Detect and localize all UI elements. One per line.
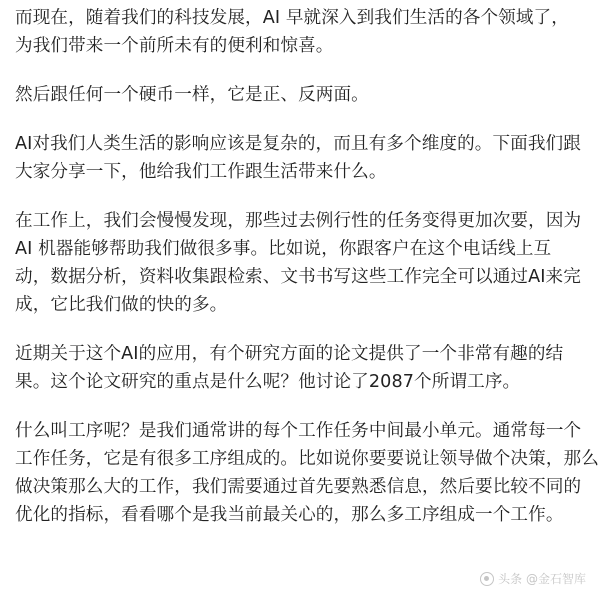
paragraph-5	[15, 340, 587, 396]
paragraph-2	[15, 81, 587, 109]
paragraph-3	[15, 130, 587, 186]
text-line: 工作任务，它是有很多工序组成的。比如说你要要说让领导做个决策，那么	[15, 449, 599, 469]
text-line: 近期关于这个AI的应用，有个研究方面的论文提供了一个非常有趣的结	[15, 344, 564, 364]
watermark-text: 头条 @金石智库	[498, 572, 586, 586]
paragraph-1	[15, 4, 587, 60]
text-line: 为我们带来一个前所未有的便利和惊喜。	[15, 36, 334, 56]
paragraph-6	[15, 417, 599, 529]
text-line: 什么叫工序呢？是我们通常讲的每个工作任务中间最小单元。通常每一个	[15, 421, 582, 441]
paragraph-4	[15, 207, 587, 319]
text-line: AI 机器能够帮助我们做很多事。比如说，你跟客户在这个电话线上互	[15, 239, 552, 259]
text-line: 优化的指标，看看哪个是我当前最关心的，那么多工序组成一个工作。	[15, 505, 564, 525]
watermark	[480, 572, 586, 586]
watermark-logo-icon	[480, 572, 494, 586]
text-line: 大家分享一下，他给我们工作跟生活带来什么。	[15, 162, 387, 182]
text-line: 在工作上，我们会慢慢发现，那些过去例行性的任务变得更加次要，因为	[15, 211, 582, 231]
text-line: 成，它比我们做的快的多。	[15, 295, 228, 315]
text-line: AI对我们人类生活的影响应该是复杂的，而且有多个维度的。下面我们跟	[15, 134, 581, 154]
text-line: 果。这个论文研究的重点是什么呢？他讨论了2087个所谓工序。	[15, 372, 521, 392]
text-line: 然后跟任何一个硬币一样，它是正、反两面。	[15, 85, 369, 105]
text-line: 做决策那么大的工作，我们需要通过首先要熟悉信息，然后要比较不同的	[15, 477, 582, 497]
text-line: 动，数据分析，资料收集跟检索、文书书写这些工作完全可以通过AI来完	[15, 267, 581, 287]
article-body	[15, 4, 599, 550]
text-line: 而现在，随着我们的科技发展，AI 早就深入到我们生活的各个领域了，	[15, 8, 569, 28]
